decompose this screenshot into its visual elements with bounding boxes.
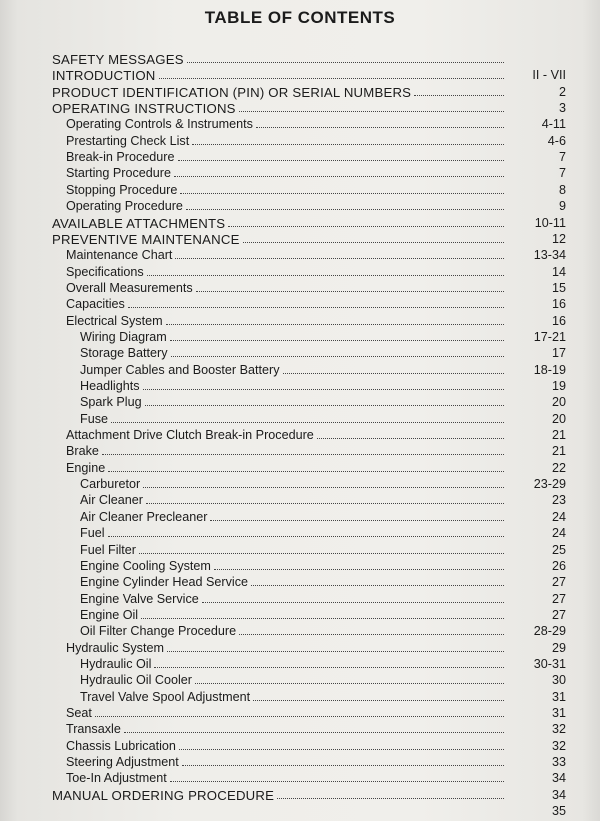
dot-leader	[195, 683, 504, 684]
toc-entry-label: Attachment Drive Clutch Break-in Procedure	[66, 428, 314, 443]
dot-leader	[179, 749, 504, 750]
toc-entry-page: 17	[551, 346, 566, 361]
toc-entry	[66, 166, 566, 181]
toc-entry-page: 10-11	[534, 215, 566, 230]
toc-entry-page: 33	[551, 755, 566, 770]
toc-entry-label: Specifications	[66, 264, 144, 279]
toc-entry-label: Hydraulic System	[66, 640, 164, 655]
toc-entry	[80, 690, 566, 705]
toc-entry-label: Jumper Cables and Booster Battery	[80, 362, 280, 377]
dot-leader	[147, 275, 504, 276]
toc-entry-page: 4-11	[541, 117, 566, 132]
toc-entry-label: Fuel Filter	[80, 542, 136, 557]
toc-entry-page: 20	[551, 411, 566, 426]
toc-entry	[80, 493, 566, 508]
toc-entry-page: 20	[551, 395, 566, 410]
dot-leader	[166, 324, 504, 325]
toc-entry-page: 12	[551, 231, 566, 246]
toc-entry-page: 25	[551, 542, 566, 557]
toc-entry-label: Seat	[66, 706, 92, 720]
toc-entry	[66, 771, 566, 786]
toc-entry	[66, 248, 566, 263]
toc-entry-page: 21	[551, 444, 566, 459]
toc-entry-label: Operating Controls & Instruments	[66, 117, 253, 132]
toc-entry-label: Engine Valve Service	[80, 591, 199, 606]
dot-leader	[182, 765, 504, 766]
dot-leader	[170, 781, 504, 782]
dot-leader	[146, 503, 504, 504]
toc-entry	[80, 477, 566, 492]
dot-leader	[196, 291, 504, 292]
toc-entry	[66, 739, 566, 754]
toc-entry-label: Wiring Diagram	[80, 329, 167, 344]
toc-entry-label: OPERATING INSTRUCTIONS	[52, 101, 236, 117]
dot-leader	[108, 471, 504, 472]
toc-entry-label: Transaxle	[66, 722, 121, 737]
dot-leader	[186, 209, 504, 210]
toc-entry-page: 31	[551, 689, 566, 704]
toc-entry-label: Brake	[66, 444, 99, 459]
toc-entry	[66, 134, 566, 149]
dot-leader	[95, 716, 504, 717]
toc-entry	[66, 265, 566, 280]
toc-entry-label: Carburetor	[80, 477, 141, 492]
toc-entry	[52, 232, 566, 247]
dot-leader	[228, 226, 504, 227]
toc-entry-page: 27	[551, 575, 566, 590]
toc-entry-label: Oil Filter Change Procedure	[80, 624, 237, 639]
toc-entry-label: Engine Cylinder Head Service	[80, 575, 249, 590]
toc-entry	[66, 755, 566, 770]
toc-entry	[52, 216, 566, 231]
dot-leader	[283, 373, 504, 374]
toc-entry-page: 34	[551, 787, 566, 802]
toc-entry-page: 13-34	[533, 248, 566, 263]
toc-entry-label: INTRODUCTION	[52, 68, 156, 84]
toc-entry-label: Operating Procedure	[66, 199, 183, 214]
toc-entry-label: Hydraulic Oil Cooler	[80, 673, 192, 688]
toc-entry	[80, 673, 566, 688]
dot-leader	[317, 438, 504, 439]
toc-entry-page: 30	[551, 673, 566, 688]
toc-entry-page: 16	[551, 313, 566, 328]
dot-leader	[202, 602, 504, 603]
page-title: TABLE OF CONTENTS	[204, 8, 396, 27]
toc-entry-label: PREVENTIVE MAINTENANCE	[52, 231, 240, 247]
dot-leader	[253, 700, 504, 701]
toc-entry-page: 4-6	[547, 133, 566, 148]
toc-entry	[80, 379, 566, 394]
dot-leader	[154, 667, 504, 668]
toc-entry	[66, 428, 566, 443]
toc-entry-page: 21	[551, 428, 566, 443]
dot-leader	[145, 405, 504, 406]
toc-entry-label: Travel Valve Spool Adjustment	[80, 689, 251, 704]
toc-entry-label: Toe-In Adjustment	[66, 771, 167, 786]
toc-entry-page: 34	[551, 771, 566, 786]
dot-leader	[192, 144, 504, 145]
toc-entry-label: Maintenance Chart	[66, 248, 173, 263]
toc-entry	[80, 412, 566, 427]
toc-entry	[80, 608, 566, 623]
toc-entry-label: SAFETY MESSAGES	[52, 52, 184, 67]
toc-entry-page: 3	[558, 101, 566, 116]
toc-entry-label: Break-in Procedure	[66, 150, 175, 165]
toc-entry-page: 14	[551, 264, 566, 279]
toc-entry-label: Engine Cooling System	[80, 558, 211, 573]
toc-entry-label: Headlights	[80, 379, 140, 393]
toc-entry-page: 19	[551, 379, 566, 393]
dot-leader	[251, 585, 504, 586]
toc-entry	[52, 101, 566, 116]
toc-entry	[66, 641, 566, 656]
dot-leader	[277, 798, 504, 799]
dot-leader	[170, 340, 504, 341]
dot-leader	[210, 520, 504, 521]
toc-entry-label: Air Cleaner	[80, 493, 143, 508]
toc-entry	[80, 543, 566, 558]
toc-entry-label: Capacities	[66, 297, 125, 312]
toc-entry-label: Prestarting Check List	[66, 133, 190, 148]
toc-entry	[66, 314, 566, 329]
toc-entry-label: Chassis Lubrication	[66, 738, 176, 753]
toc-entry-label: Stopping Procedure	[66, 182, 178, 197]
dot-leader	[214, 569, 504, 570]
toc-entry-page: 35	[551, 804, 566, 819]
toc-entry-label: Air Cleaner Precleaner	[80, 509, 208, 524]
toc-entry-page: 26	[551, 558, 566, 573]
toc-entry-label: Spark Plug	[80, 395, 142, 410]
toc-entry-page: 27	[551, 591, 566, 606]
toc-entry	[80, 657, 566, 672]
toc-entry	[66, 183, 566, 198]
dot-leader	[171, 356, 504, 357]
toc-entry	[80, 526, 566, 541]
toc-entry-page: 27	[551, 607, 566, 622]
toc-list	[0, 52, 600, 819]
toc-entry	[80, 330, 566, 345]
toc-entry	[80, 346, 566, 361]
toc-entry-page: 18-19	[533, 362, 566, 377]
toc-entry-label: AVAILABLE ATTACHMENTS	[52, 215, 226, 231]
toc-entry-label: PRODUCT IDENTIFICATION (PIN) OR SERIAL NUMBERS	[52, 84, 412, 100]
toc-entry-page: 28-29	[533, 624, 566, 639]
dot-leader	[143, 487, 504, 488]
toc-entry-label: Fuse	[80, 411, 108, 426]
toc-entry-page: 15	[551, 280, 566, 295]
toc-entry-label: Engine	[66, 460, 106, 475]
dot-leader	[141, 618, 504, 619]
dot-leader	[175, 258, 504, 259]
toc-entry	[66, 722, 566, 737]
toc-entry-page: 32	[551, 722, 566, 737]
toc-entry-label: Engine Oil	[80, 607, 139, 622]
toc-entry-label: Overall Measurements	[66, 280, 193, 295]
toc-entry-label: Fuel	[80, 526, 105, 541]
toc-entry	[66, 117, 566, 132]
toc-entry-page: 9	[558, 199, 566, 214]
toc-entry	[52, 52, 566, 67]
toc-entry-page: II - VII	[532, 68, 566, 83]
toc-entry	[66, 281, 566, 296]
toc-entry-label: Steering Adjustment	[66, 755, 179, 770]
toc-entry-page: 16	[551, 297, 566, 312]
toc-entry	[80, 624, 566, 639]
toc-entry	[66, 150, 566, 165]
toc-entry-label: MANUAL ORDERING PROCEDURE	[52, 787, 275, 803]
toc-entry	[66, 199, 566, 214]
dot-leader	[243, 242, 504, 243]
toc-entry-label: Storage Battery	[80, 346, 168, 361]
toc-entry-page: 22	[551, 460, 566, 475]
dot-leader	[414, 95, 504, 96]
dot-leader	[139, 553, 504, 554]
toc-entry-page: 17-21	[533, 329, 566, 344]
dot-leader	[174, 176, 504, 177]
dot-leader	[239, 111, 504, 112]
dot-leader	[108, 536, 505, 537]
toc-entry	[52, 85, 566, 100]
toc-entry-page: 24	[551, 509, 566, 524]
toc-entry	[66, 297, 566, 312]
toc-entry-page: 29	[551, 640, 566, 655]
dot-leader	[256, 127, 504, 128]
dot-leader	[124, 732, 504, 733]
toc-entry	[52, 804, 566, 819]
toc-entry-page: 8	[558, 182, 566, 197]
toc-entry	[80, 363, 566, 378]
toc-entry-page: 30-31	[533, 656, 566, 671]
toc-entry-label: Hydraulic Oil	[80, 656, 152, 671]
dot-leader	[187, 62, 504, 63]
toc-entry-label: Electrical System	[66, 313, 163, 328]
dot-leader	[111, 422, 504, 423]
toc-entry	[66, 461, 566, 476]
toc-entry-page: 32	[551, 738, 566, 753]
toc-entry	[66, 706, 566, 721]
toc-entry	[80, 395, 566, 410]
dot-leader	[102, 454, 504, 455]
toc-entry-page: 2	[558, 84, 566, 99]
dot-leader	[180, 193, 504, 194]
toc-entry	[52, 68, 566, 83]
dot-leader	[178, 160, 505, 161]
toc-entry-page: 24	[551, 526, 566, 541]
toc-entry-page: 31	[551, 706, 566, 720]
toc-entry	[80, 592, 566, 607]
toc-entry-page: 7	[558, 150, 566, 165]
dot-leader	[128, 307, 504, 308]
toc-entry	[80, 575, 566, 590]
toc-entry	[52, 788, 566, 803]
toc-entry	[66, 444, 566, 459]
toc-entry-label: Starting Procedure	[66, 166, 172, 181]
toc-entry	[80, 559, 566, 574]
dot-leader	[159, 78, 505, 79]
toc-entry-page: 23	[551, 493, 566, 508]
dot-leader	[143, 389, 504, 390]
dot-leader	[239, 634, 504, 635]
toc-entry-page: 23-29	[533, 477, 566, 492]
toc-entry	[80, 510, 566, 525]
dot-leader	[167, 651, 504, 652]
toc-entry-page: 7	[558, 166, 566, 181]
